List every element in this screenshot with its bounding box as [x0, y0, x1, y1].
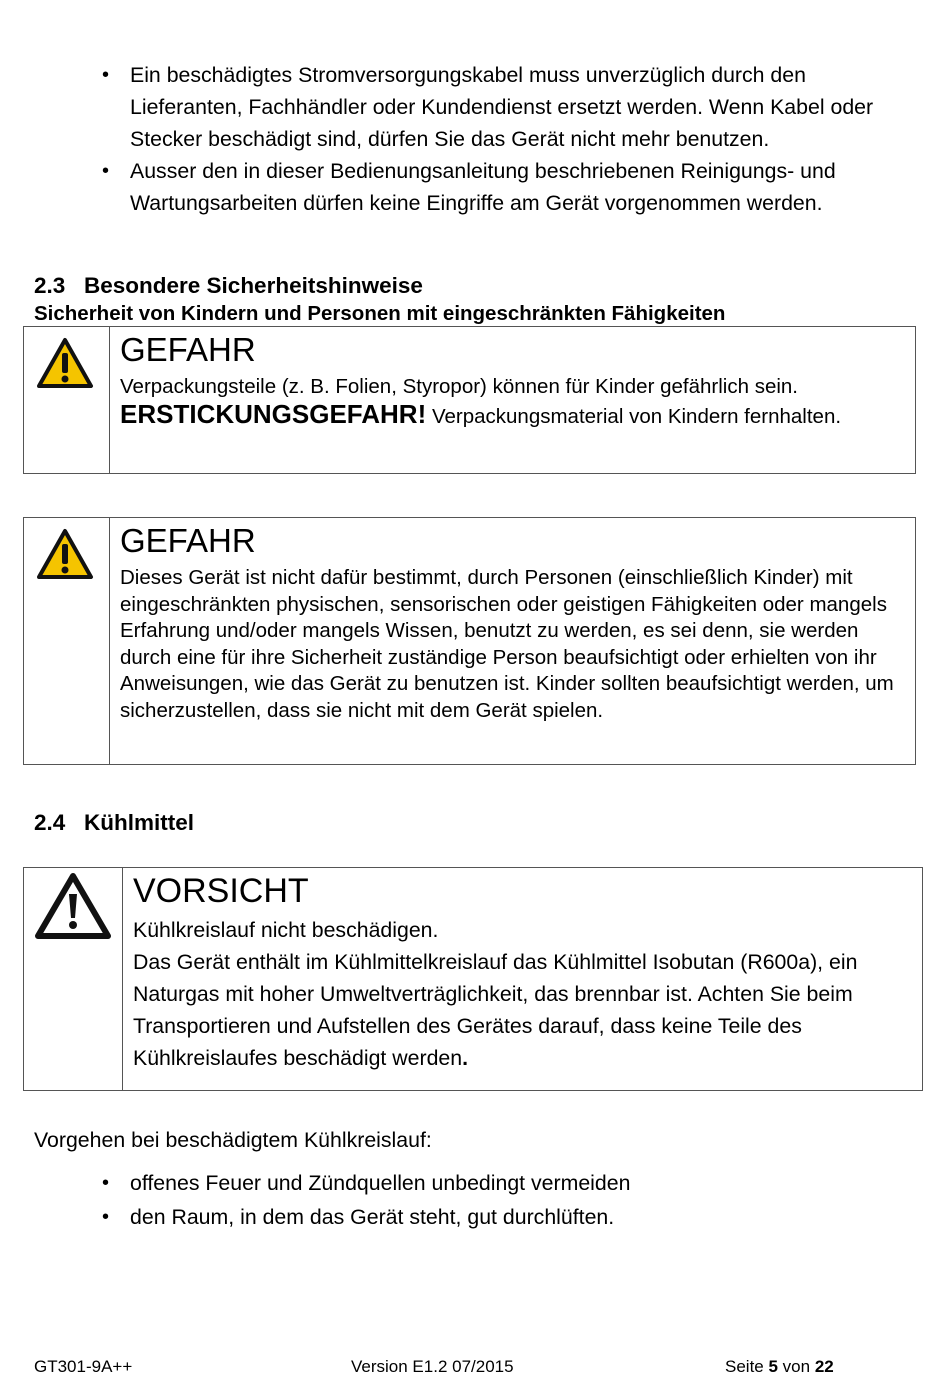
caution-text	[133, 946, 912, 1074]
section-subtitle: Sicherheit von Kindern und Personen mit eingeschränkten Fähigkeiten	[34, 302, 726, 325]
warning-title: GEFAHR	[120, 331, 256, 368]
page-current: 5	[768, 1357, 778, 1376]
section-number: 2.3	[34, 273, 66, 298]
warning-content	[110, 327, 851, 473]
warning-line: Verpackungsmaterial von Kindern fernhalten.	[426, 404, 842, 428]
warning-line: Verpackungsteile (z. B. Folien, Styropor) können für Kinder gefährlich sein.	[120, 375, 798, 398]
section-heading-2-3	[34, 273, 423, 299]
list-item: • den Raum, in dem das Gerät steht, gut durchlüften.	[34, 1200, 914, 1234]
section-heading-2-4	[34, 810, 194, 836]
icon-cell	[24, 518, 110, 764]
section-title: Besondere Sicherheitshinweise	[84, 273, 423, 298]
danger-box-persons	[23, 517, 916, 765]
caution-line: Kühlkreislauf nicht beschädigen.	[133, 918, 439, 942]
warning-title: GEFAHR	[120, 522, 256, 559]
caution-content	[123, 868, 922, 1090]
warning-triangle-yellow-icon	[36, 337, 94, 389]
list-item: • Ausser den in dieser Bedienungsanleitung beschriebenen Reinigungs- und Wartungsarbeiten dürfen keine Eingriffe am Gerät vorgenommen werden.	[34, 155, 914, 219]
top-bullet-list	[34, 59, 914, 219]
warning-text: Dieses Gerät ist nicht dafür bestimmt, durch Personen (einschließlich Kinder) mit eingeschränkten physischen, sensorischen oder geistigen Fähigkeiten oder mangels Erfahrung und/oder mangels Wissen, benutzt zu werden, es sei denn, sie werden durch eine für ihre Sicherheit zuständige Person beaufsichtigt oder erhielten von ihr Anweisungen, wie das Gerät zu benutzen ist. Kinder sollten beaufsichtigt werden, um sicherzustellen, dass sie nicht mit dem Gerät spielen.	[120, 566, 894, 722]
warning-triangle-outline-icon	[34, 872, 112, 940]
procedure-bullet-list	[34, 1166, 914, 1234]
page-mid: von	[777, 1357, 815, 1376]
warning-content	[110, 518, 915, 764]
section-number: 2.4	[34, 810, 66, 835]
warning-text	[120, 374, 841, 430]
caution-title: VORSICHT	[133, 872, 309, 910]
icon-cell	[24, 868, 123, 1090]
footer-version: Version E1.2 07/2015	[351, 1357, 514, 1376]
list-item: • Ein beschädigtes Stromversorgungskabel muss unverzüglich durch den Lieferanten, Fachhändler oder Kundendienst ersetzt werden. Wenn Kabel oder Stecker beschädigt sind, dürfen Sie das Gerät nicht mehr benutzen.	[34, 59, 914, 155]
list-item: • offenes Feuer und Zündquellen unbedingt vermeiden	[34, 1166, 914, 1200]
caution-paragraph: Das Gerät enthält im Kühlmittelkreislauf das Kühlmittel Isobutan (R600a), ein Naturgas mit hoher Umweltverträglichkeit, das brennbar ist. Achten Sie beim Transportieren und Aufstellen des Gerätes darauf, dass keine Teile des Kühlkreislaufes beschädigt werden	[133, 950, 858, 1070]
section-title: Kühlmittel	[84, 810, 194, 835]
danger-box-packaging	[23, 326, 916, 474]
procedure-heading: Vorgehen bei beschädigtem Kühlkreislauf:	[34, 1128, 432, 1152]
warning-triangle-yellow-icon	[36, 528, 94, 580]
warning-emphasis: ERSTICKUNGSGEFAHR!	[120, 398, 427, 429]
footer-page-number	[725, 1357, 834, 1377]
caution-box-coolant	[23, 867, 923, 1091]
footer-model: GT301-9A++	[34, 1357, 133, 1376]
page-prefix: Seite	[725, 1357, 769, 1376]
icon-cell	[24, 327, 110, 473]
caution-period: .	[462, 1046, 469, 1070]
page-total: 22	[814, 1357, 834, 1376]
